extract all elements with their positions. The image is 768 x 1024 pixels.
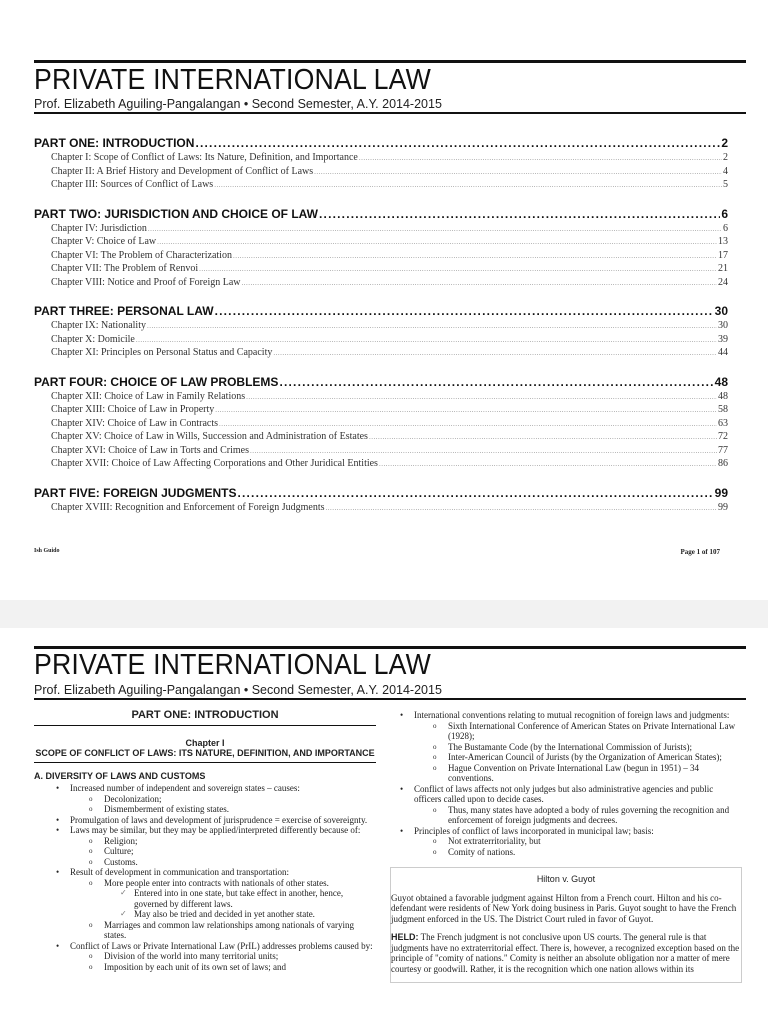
list-item (378, 826, 740, 858)
toc-chapter-label: Chapter V: Choice of Law (51, 236, 157, 247)
dot-leader (314, 168, 722, 176)
toc-part (34, 375, 728, 472)
document-title: PRIVATE INTERNATIONAL LAW (34, 649, 431, 681)
toc-part-entry[interactable] (34, 375, 728, 391)
dot-leader (242, 279, 718, 287)
toc-page-number: 21 (718, 263, 728, 274)
list-item-text: Dismemberment of existing states. (104, 804, 229, 814)
list-item-text: May also be tried and decided in yet another state. (134, 909, 315, 919)
chapter-title: SCOPE OF CONFLICT OF LAWS: ITS NATURE, DEFINITION, AND IMPORTANCE (34, 748, 376, 763)
dot-leader (237, 486, 713, 500)
toc-part (34, 136, 728, 193)
toc-chapter-label: Chapter XVII: Choice of Law Affecting Corporations and Other Juridical Entities (51, 458, 378, 469)
list-item (34, 878, 376, 920)
list-item-text: Culture; (104, 846, 134, 856)
list-item (378, 847, 740, 858)
toc-part-entry[interactable] (34, 304, 728, 320)
list-item-text: Division of the world into many territorial units; (104, 951, 279, 961)
list-item (378, 710, 740, 784)
toc-chapter-label: Chapter IX: Nationality (51, 320, 146, 331)
toc-part-label: PART FOUR: CHOICE OF LAW PROBLEMS (34, 374, 279, 389)
toc-chapter-label: Chapter X: Domicile (51, 333, 135, 345)
dot-leader (219, 420, 717, 428)
list-item-text: Imposition by each unit of its own set of laws; and (104, 961, 286, 972)
dot-leader (215, 406, 717, 414)
toc-part-label: PART THREE: PERSONAL LAW (34, 304, 214, 318)
toc-chapter-label: Chapter XI: Principles on Personal Status and Capacity (51, 347, 273, 358)
dot-leader (148, 225, 722, 233)
list-item-text: The Bustamante Code (by the International Commission of Jurists); (448, 741, 692, 752)
toc-chapter-entry[interactable] (34, 445, 728, 459)
toc-part (34, 486, 728, 516)
toc-chapter-entry[interactable] (34, 391, 728, 405)
list-item-text: Customs. (104, 856, 138, 867)
toc-chapter-label: Chapter IV: Jurisdiction (51, 222, 147, 234)
dot-leader (250, 447, 717, 455)
list-item (34, 825, 376, 867)
dot-leader (233, 252, 717, 260)
case-held (391, 932, 741, 974)
right-column (390, 710, 740, 983)
list-item (34, 857, 376, 868)
list-item-text: Entered into in one state, but take effect in another, hence, governed by different laws. (134, 888, 344, 909)
toc-page-number: 44 (718, 347, 728, 358)
toc-part-label: PART ONE: INTRODUCTION (34, 136, 195, 150)
toc-chapter-label: Chapter XV: Choice of Law in Wills, Succession and Administration of Estates (51, 431, 368, 442)
dot-leader (279, 375, 713, 389)
toc-page-number: 63 (718, 417, 728, 429)
list-item-text: Marriages and common law relationships among nationals of varying states. (104, 919, 354, 940)
document-subtitle: Prof. Elizabeth Aguiling-Pangalangan • Second Semester, A.Y. 2014-2015 (34, 683, 442, 697)
checkmark-list-item (34, 909, 376, 920)
toc-page-number: 39 (718, 333, 728, 345)
list-item-text: Decolonization; (104, 793, 162, 804)
footer-author: Ish Guido (34, 548, 60, 554)
toc-page-number: 30 (718, 320, 728, 331)
list-item (34, 783, 376, 815)
list-item (378, 742, 740, 753)
list-item-text: International conventions relating to mutual recognition of foreign laws and judgments: (414, 710, 730, 720)
toc-page-number: 6 (723, 222, 728, 234)
toc-chapter-label: Chapter VII: The Problem of Renvoi (51, 263, 199, 274)
toc-page-number: 72 (718, 431, 728, 442)
toc-part-label: PART FIVE: FOREIGN JUDGMENTS (34, 485, 237, 500)
toc-part-entry[interactable] (34, 136, 728, 152)
dot-leader (246, 393, 717, 401)
list-item (378, 836, 740, 847)
list-item-text: Conflict of laws affects not only judges but also administrative agencies and public officers called upon to decide cases. (414, 783, 714, 804)
toc-chapter-entry[interactable] (34, 263, 728, 277)
title-top-rule (34, 60, 746, 63)
toc-chapter-entry[interactable] (34, 152, 728, 166)
list-item (378, 805, 740, 826)
list-item-text: Not extraterritoriality, but (448, 836, 541, 846)
case-title: Hilton v. Guyot (536, 874, 596, 884)
list-item (34, 846, 376, 857)
toc-part-entry[interactable] (34, 207, 728, 223)
list-item (34, 962, 376, 973)
document-subtitle: Prof. Elizabeth Aguiling-Pangalangan • Second Semester, A.Y. 2014-2015 (34, 97, 442, 111)
toc-page-number: 2 (723, 152, 728, 163)
list-item (34, 836, 376, 847)
toc-page-number: 58 (718, 404, 728, 415)
list-item-text: Inter-American Council of Jurists (by the Organization of American States); (448, 752, 722, 762)
list-item-text: Comity of nations. (448, 846, 516, 857)
toc-page-number: 5 (723, 179, 728, 190)
toc-page-number: 77 (718, 444, 728, 456)
case-facts: Guyot obtained a favorable judgment against Hilton from a French court. Hilton and his co-defendant were residents of New York doing business in Paris. Guyot sought to have the French judgment enforced in the US. The District Court ruled in favor of Guyot. (391, 892, 737, 924)
toc-page-number: 4 (723, 165, 728, 177)
list-item (34, 867, 376, 941)
toc-part-label: PART TWO: JURISDICTION AND CHOICE OF LAW (34, 206, 318, 221)
chapter-number: Chapter I (185, 737, 225, 748)
list-item-text: Thus, many states have adopted a body of rules governing the recognition and enforcement of foreign judgments and decrees. (448, 804, 730, 825)
dot-leader (157, 238, 717, 246)
toc-chapter-label: Chapter I: Scope of Conflict of Laws: Its Nature, Definition, and Importance (51, 152, 358, 163)
toc-chapter-entry[interactable] (34, 334, 728, 348)
toc-chapter-entry[interactable] (34, 502, 728, 516)
list-item-text: Principles of conflict of laws incorporated in municipal law; basis: (414, 825, 654, 836)
toc-page-number: 17 (718, 249, 728, 261)
list-item (34, 920, 376, 941)
toc-chapter-entry[interactable] (34, 223, 728, 237)
checkmark-list-item (34, 888, 376, 909)
subsection-heading: A. DIVERSITY OF LAWS AND CUSTOMS (34, 770, 206, 781)
toc-chapter-entry[interactable] (34, 320, 728, 334)
toc-chapter-entry[interactable] (34, 418, 728, 432)
dot-leader (273, 349, 717, 357)
toc-chapter-entry[interactable] (34, 404, 728, 418)
dot-leader (215, 304, 714, 318)
toc-chapter-label: Chapter XIII: Choice of Law in Property (51, 404, 215, 415)
list-item (378, 784, 740, 826)
list-item-text: Increased number of independent and sovereign states – causes: (70, 783, 300, 793)
page-2 (0, 628, 768, 1024)
toc-chapter-label: Chapter XVI: Choice of Law in Torts and Crimes (51, 444, 249, 456)
toc-page-number: 99 (714, 485, 728, 500)
footer-page-number: Page 1 of 107 (680, 548, 720, 556)
toc-page-number: 6 (721, 206, 728, 221)
bullet-list (378, 710, 740, 857)
toc-part (34, 207, 728, 291)
list-item (34, 941, 376, 973)
list-item (378, 752, 740, 763)
toc-chapter-label: Chapter XIV: Choice of Law in Contracts (51, 417, 218, 429)
toc-page-number: 13 (718, 236, 728, 247)
list-item (378, 763, 740, 784)
toc-page-number: 48 (714, 374, 728, 389)
document-title: PRIVATE INTERNATIONAL LAW (34, 64, 431, 96)
toc-chapter-label: Chapter III: Sources of Conflict of Laws (51, 179, 214, 190)
list-item (34, 815, 376, 826)
section-heading: PART ONE: INTRODUCTION (34, 710, 376, 726)
list-item-text: Promulgation of laws and development of jurisprudence = exercise of sovereignty. (70, 814, 368, 825)
list-item-text: More people enter into contracts with nationals of other states. (104, 877, 329, 888)
dot-leader (136, 336, 717, 344)
toc-page-number: 24 (718, 276, 728, 288)
toc-chapter-entry[interactable] (34, 431, 728, 445)
toc-chapter-entry[interactable] (34, 250, 728, 264)
page-body (0, 710, 768, 1024)
list-item (378, 721, 740, 742)
dot-leader (319, 207, 720, 221)
list-item-text: Laws may be similar, but they may be applied/interpreted differently because of: (70, 825, 361, 835)
held-label: HELD: (391, 932, 419, 942)
case-digest-box (390, 867, 742, 983)
dot-leader (147, 322, 717, 330)
toc-chapter-entry[interactable] (34, 277, 728, 291)
dot-leader (369, 433, 717, 441)
dot-leader (214, 181, 722, 189)
toc-chapter-label: Chapter XII: Choice of Law in Family Relations (51, 390, 246, 402)
toc-part (34, 304, 728, 361)
toc-chapter-entry[interactable] (34, 179, 728, 193)
list-item-text: Sixth International Conference of American States on Private International Law (1928); (448, 720, 736, 741)
dot-leader (195, 136, 720, 150)
table-of-contents (34, 136, 728, 529)
toc-chapter-entry[interactable] (34, 236, 728, 250)
list-item-text: Hague Convention on Private International Law (begun in 1951) – 34 conventions. (448, 762, 699, 783)
toc-page-number: 48 (718, 390, 728, 402)
toc-chapter-entry[interactable] (34, 458, 728, 472)
dot-leader (199, 265, 717, 273)
list-item-text: Conflict of Laws or Private International Law (PrIL) addresses problems caused by: (70, 940, 373, 951)
toc-chapter-entry[interactable] (34, 347, 728, 361)
title-bottom-rule (34, 698, 746, 700)
toc-chapter-label: Chapter II: A Brief History and Development of Conflict of Laws (51, 165, 314, 177)
toc-page-number: 2 (721, 136, 728, 150)
toc-page-number: 30 (714, 304, 728, 318)
toc-chapter-label: Chapter VI: The Problem of Characterization (51, 249, 232, 261)
bullet-list (34, 783, 376, 972)
held-text: The French judgment is not conclusive upon US courts. The general rule is that judgments have no extraterritorial effect. There is, however, a recognized exception based on the principle of "comity of nations." Comity is neither an absolute obligation nor a matter of mere courtesy or goodwill. Rather, it is the recognition which one nation allows within its (391, 932, 740, 974)
dot-leader (379, 460, 717, 468)
title-bottom-rule (34, 112, 746, 114)
list-item (34, 794, 376, 805)
list-item (34, 951, 376, 962)
toc-chapter-label: Chapter VIII: Notice and Proof of Foreign Law (51, 276, 241, 288)
toc-page-number: 86 (718, 458, 728, 469)
toc-page-number: 99 (718, 501, 728, 513)
left-column (34, 710, 376, 972)
list-item-text: Religion; (104, 835, 138, 846)
list-item-text: Result of development in communication and transportation: (70, 867, 289, 877)
list-item (34, 804, 376, 815)
dot-leader (326, 504, 717, 512)
dot-leader (359, 154, 722, 162)
toc-chapter-label: Chapter XVIII: Recognition and Enforcement of Foreign Judgments (51, 501, 325, 513)
toc-part-entry[interactable] (34, 486, 728, 502)
toc-chapter-entry[interactable] (34, 166, 728, 180)
